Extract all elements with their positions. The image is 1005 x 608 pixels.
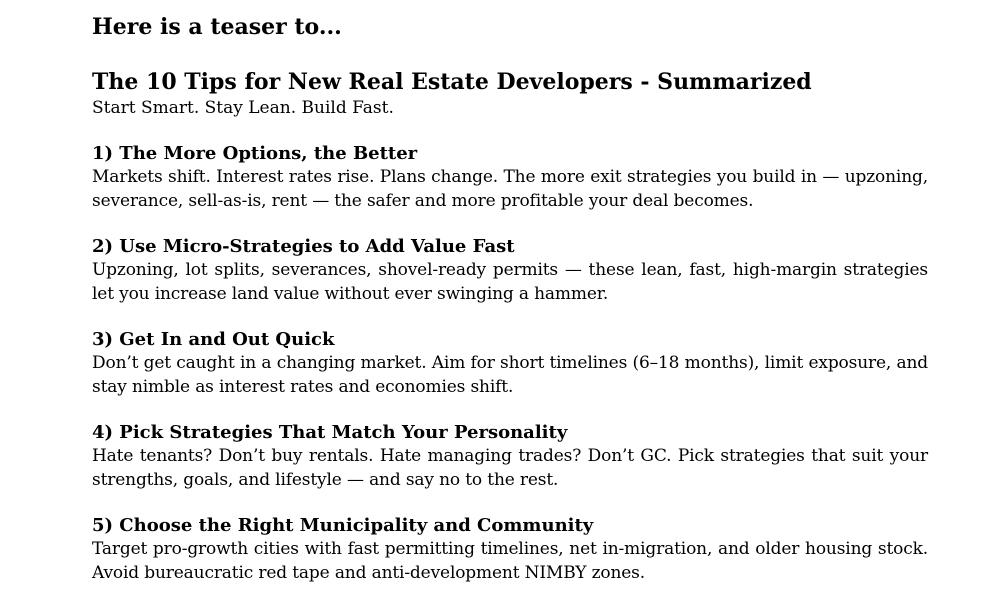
tip-heading: 5) Choose the Right Municipality and Community [92,515,594,536]
tip-section-1 [92,142,928,213]
tip-heading: 4) Pick Strategies That Match Your Personality [92,422,568,443]
document-subtitle: Start Smart. Stay Lean. Build Fast. [92,98,394,118]
tip-section-5 [92,514,928,585]
tip-body: Markets shift. Interest rates rise. Plans change. The more exit strategies you build in — upzoning, severance, sell-as-is, rent — the safer and more profitable your deal becomes. [92,167,928,211]
tip-section-2 [92,235,928,306]
tip-body: Target pro-growth cities with fast permitting timelines, net in-migration, and older housing stock. Avoid bureaucratic red tape and anti-development NIMBY zones. [92,539,928,583]
tip-heading: 2) Use Micro-Strategies to Add Value Fast [92,236,515,257]
tip-heading: 1) The More Options, the Better [92,143,418,164]
tip-section-3 [92,328,928,399]
tip-body: Hate tenants? Don’t buy rentals. Hate managing trades? Don’t GC. Pick strategies that suit your strengths, goals, and lifestyle — and say no to the rest. [92,446,928,490]
document-title: The 10 Tips for New Real Estate Developers - Summarized [92,69,812,95]
tip-heading: 3) Get In and Out Quick [92,329,335,350]
document-page [92,12,928,607]
tip-body: Upzoning, lot splits, severances, shovel-ready permits — these lean, fast, high-margin strategies let you increase land value without ever swinging a hammer. [92,260,928,304]
tip-body: Don’t get caught in a changing market. Aim for short timelines (6–18 months), limit exposure, and stay nimble as interest rates and economies shift. [92,353,928,397]
tip-section-4 [92,421,928,492]
teaser-heading: Here is a teaser to... [92,14,342,40]
